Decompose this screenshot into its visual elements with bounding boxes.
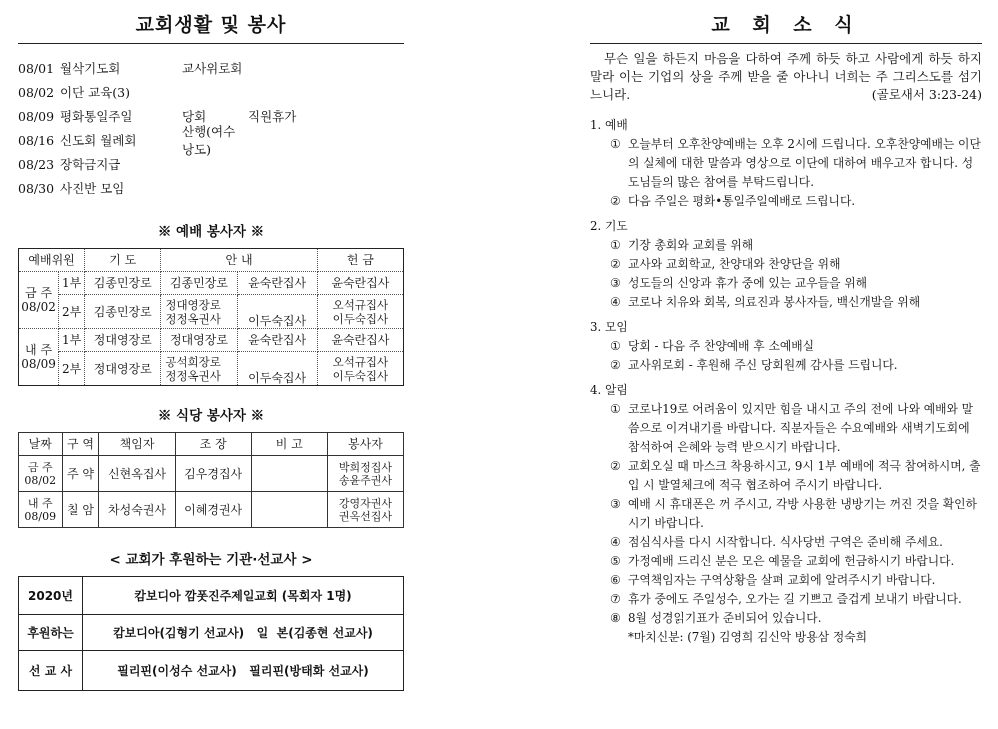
schedule-row: 08/23 장학금지급 — [18, 156, 121, 172]
list-item: ⑤ 가정예배 드리신 분은 모은 예물을 교회에 헌금하시기 바랍니다. — [610, 554, 955, 568]
table-row: 2부 정대영장로 공석희장로 정정옥권사 이두숙집사 오석규집사 이두숙집사 — [19, 352, 404, 386]
schedule-row: 08/09 평화통일주일 당회 직원휴가 — [18, 108, 297, 124]
section-heading: 3. 모임 — [590, 320, 628, 334]
support-title: < 교회가 후원하는 기관·선교사 > — [109, 552, 313, 568]
list-item: ① 당회 - 다음 주 찬양예배 후 소예배실 — [610, 339, 815, 353]
meal-servers-table — [18, 432, 404, 528]
table-row: 2부 김종민장로 정대영장로 정정옥권사 이두숙집사 오석규집사 이두숙집사 — [19, 295, 404, 329]
list-item: ② 다음 주일은 평화•통일주일예배로 드립니다. — [610, 194, 856, 208]
list-item: ③ 예배 시 휴대폰은 꺼 주시고, 각방 사용한 냉방기는 꺼진 것을 확인하시기 바랍니다. — [610, 497, 977, 530]
section-heading: 1. 예배 — [590, 118, 628, 132]
list-item: ⑥ 구역책임자는 구역상황을 살펴 교회에 알려주시기 바랍니다. — [610, 573, 936, 587]
list-item: ① 기장 총회와 교회를 위해 — [610, 238, 754, 252]
schedule-list — [18, 56, 404, 200]
schedule-row: 08/02 이단 교육(3) — [18, 84, 130, 100]
schedule-row: 08/16 신도회 월례회 산행(여수 낭도) — [18, 124, 236, 157]
table-header-row: 날짜 구 역 책임자 조 장 비 고 봉사자 — [19, 433, 404, 456]
condolence-note: *마치신분: (7월) 김영희 김신악 방용삼 정숙희 — [628, 630, 868, 644]
left-column — [18, 10, 404, 691]
list-item: ② 교사와 교회학교, 찬양대와 찬양단을 위해 — [610, 257, 841, 271]
church-news-title: 교 회 소 식 — [590, 10, 982, 44]
table-row: 금 주 08/02 1부 김종민장로 김종민장로 윤숙란집사 윤숙란집사 — [19, 272, 404, 295]
list-item: ③ 성도들의 신앙과 휴가 중에 있는 교우들을 위해 — [610, 276, 868, 290]
right-column — [590, 10, 982, 647]
section-heading: 2. 기도 — [590, 219, 628, 233]
table-row: 금 주 08/02 주 약 신현옥집사 김우경집사 박희정집사 송윤주권사 — [19, 456, 404, 492]
table-row: 내 주 08/09 칠 암 차성숙권사 이혜경권사 강영자권사 권옥선집사 — [19, 492, 404, 528]
table-row: 내 주 08/09 1부 정대영장로 정대영장로 윤숙란집사 윤숙란집사 — [19, 329, 404, 352]
section-heading: 4. 알림 — [590, 383, 628, 397]
list-item: ① 코로나19로 어려움이 있지만 힘을 내시고 주의 전에 나와 예배와 말씀으로 이겨내기를 바랍니다. 직분자들은 수요예배와 새벽기도회에 참석하여 은혜와 능력 받으시기 바랍니다. — [610, 402, 974, 454]
list-item: ⑦ 휴가 중에도 주일성수, 오가는 길 기쁘고 즐겁게 보내기 바랍니다. — [610, 592, 962, 606]
list-item: ④ 점심식사를 다시 시작합니다. 식사당번 구역은 준비해 주세요. — [610, 535, 943, 549]
worship-servers-table — [18, 248, 404, 386]
list-item: ① 오늘부터 오후찬양예배는 오후 2시에 드립니다. 오후찬양예배는 이단의 실체에 대한 말씀과 영상으로 이단에 대하여 배우고자 합니다. 성도님들의 많은 참여를 부탁드립니다. — [610, 137, 981, 189]
worship-servers-title: ※ 예배 봉사자 ※ — [157, 224, 265, 240]
list-item: ② 교사위로회 - 후원해 주신 당회원께 감사를 드립니다. — [610, 358, 898, 372]
church-life-title: 교회생활 및 봉사 — [18, 10, 404, 44]
list-item: ⑧ 8월 성경읽기표가 준비되어 있습니다. — [610, 611, 822, 625]
list-item: ② 교회오실 때 마스크 착용하시고, 9시 1부 예배에 적극 참여하시며, 출입 시 발열체크에 적극 협조하여 주시기 바랍니다. — [610, 459, 981, 492]
schedule-row: 08/01 월삭기도회 교사위로회 — [18, 60, 243, 76]
news-list — [590, 116, 982, 647]
week-label: 금 주 08/02 — [19, 272, 59, 329]
table-header-row: 예배위원 기 도 안 내 헌 금 — [19, 249, 404, 272]
week-label: 내 주 08/09 — [19, 329, 59, 386]
scripture-intro: 무슨 일을 하든지 마음을 다하여 주께 하듯 하고 사람에게 하듯 하지 말라 이는 기업의 상을 주께 받을 줄 아나니 너희는 주 그리스도를 섬기느니라. (골로새서 3:23-24) — [590, 51, 982, 102]
support-table: 2020년 캄보디아 깜폿진주제일교회 (목회자 1명) 후원하는 캄보디아(김형기 선교사) 일 본(김종현 선교사) 선 교 사 필리핀(이성수 선교사) 필리핀(방태화 선교사) — [18, 576, 404, 691]
list-item: ④ 코로나 치유와 회복, 의료진과 봉사자들, 백신개발을 위해 — [610, 295, 921, 309]
schedule-row: 08/30 사진반 모임 — [18, 180, 125, 196]
meal-servers-title: ※ 식당 봉사자 ※ — [157, 408, 265, 424]
